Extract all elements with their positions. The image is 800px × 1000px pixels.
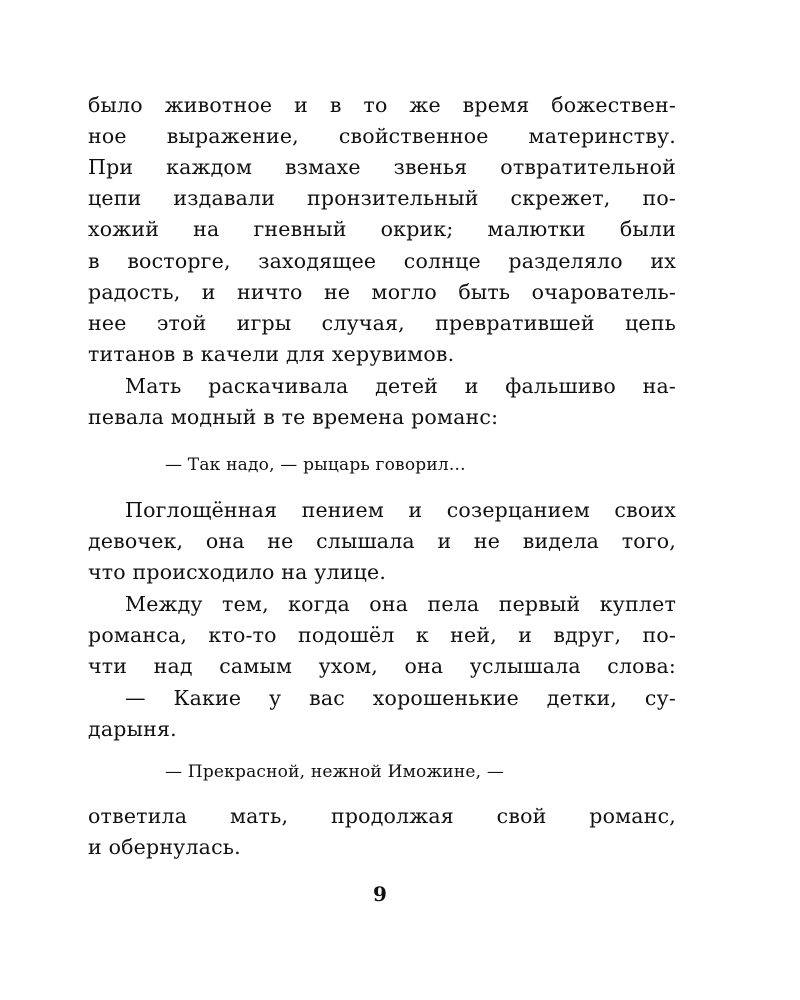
text-line: что происходило на улице. — [88, 560, 387, 584]
text-line: Поглощённая пением и созерцанием своих — [125, 498, 676, 522]
text-line: чти над самым ухом, она услышала слова: — [88, 654, 676, 678]
text-line: ответила мать, продолжая свой романс, — [88, 804, 676, 828]
text-line: романса, кто-то подошёл к ней, и вдруг, по- — [88, 623, 676, 647]
verse-line: — Прекрасной, нежной Иможине, — — [165, 762, 505, 782]
text-line: цепи издавали пронзительный скрежет, по- — [88, 186, 676, 210]
text-line: хожий на гневный окрик; малютки были — [88, 217, 676, 241]
page-number: 9 — [373, 882, 387, 906]
text-line: Между тем, когда она пела первый куплет — [125, 592, 676, 616]
verse-line: — Так надо, — рыцарь говорил... — [165, 455, 466, 475]
text-line: ное выражение, свойственное материнству. — [88, 124, 676, 148]
text-line: радость, и ничто не могло быть очарователь- — [88, 280, 676, 304]
text-line: певала модный в те времена романс: — [88, 405, 499, 429]
text-line: в восторге, заходящее солнце разделяло их — [88, 249, 676, 273]
text-line: — Какие у вас хорошенькие детки, су- — [125, 686, 676, 710]
text-line: Мать раскачивала детей и фальшиво на- — [125, 374, 676, 398]
text-line: нее этой игры случая, превратившей цепь — [88, 311, 676, 335]
text-line: титанов в качели для херувимов. — [88, 342, 455, 366]
text-line: девочек, она не слышала и не видела того, — [88, 529, 676, 553]
text-line: было животное и в то же время божествен- — [88, 93, 676, 117]
text-line: дарыня. — [88, 717, 177, 741]
text-line: и обернулась. — [88, 835, 241, 859]
text-line: При каждом взмахе звенья отвратительной — [88, 155, 676, 179]
